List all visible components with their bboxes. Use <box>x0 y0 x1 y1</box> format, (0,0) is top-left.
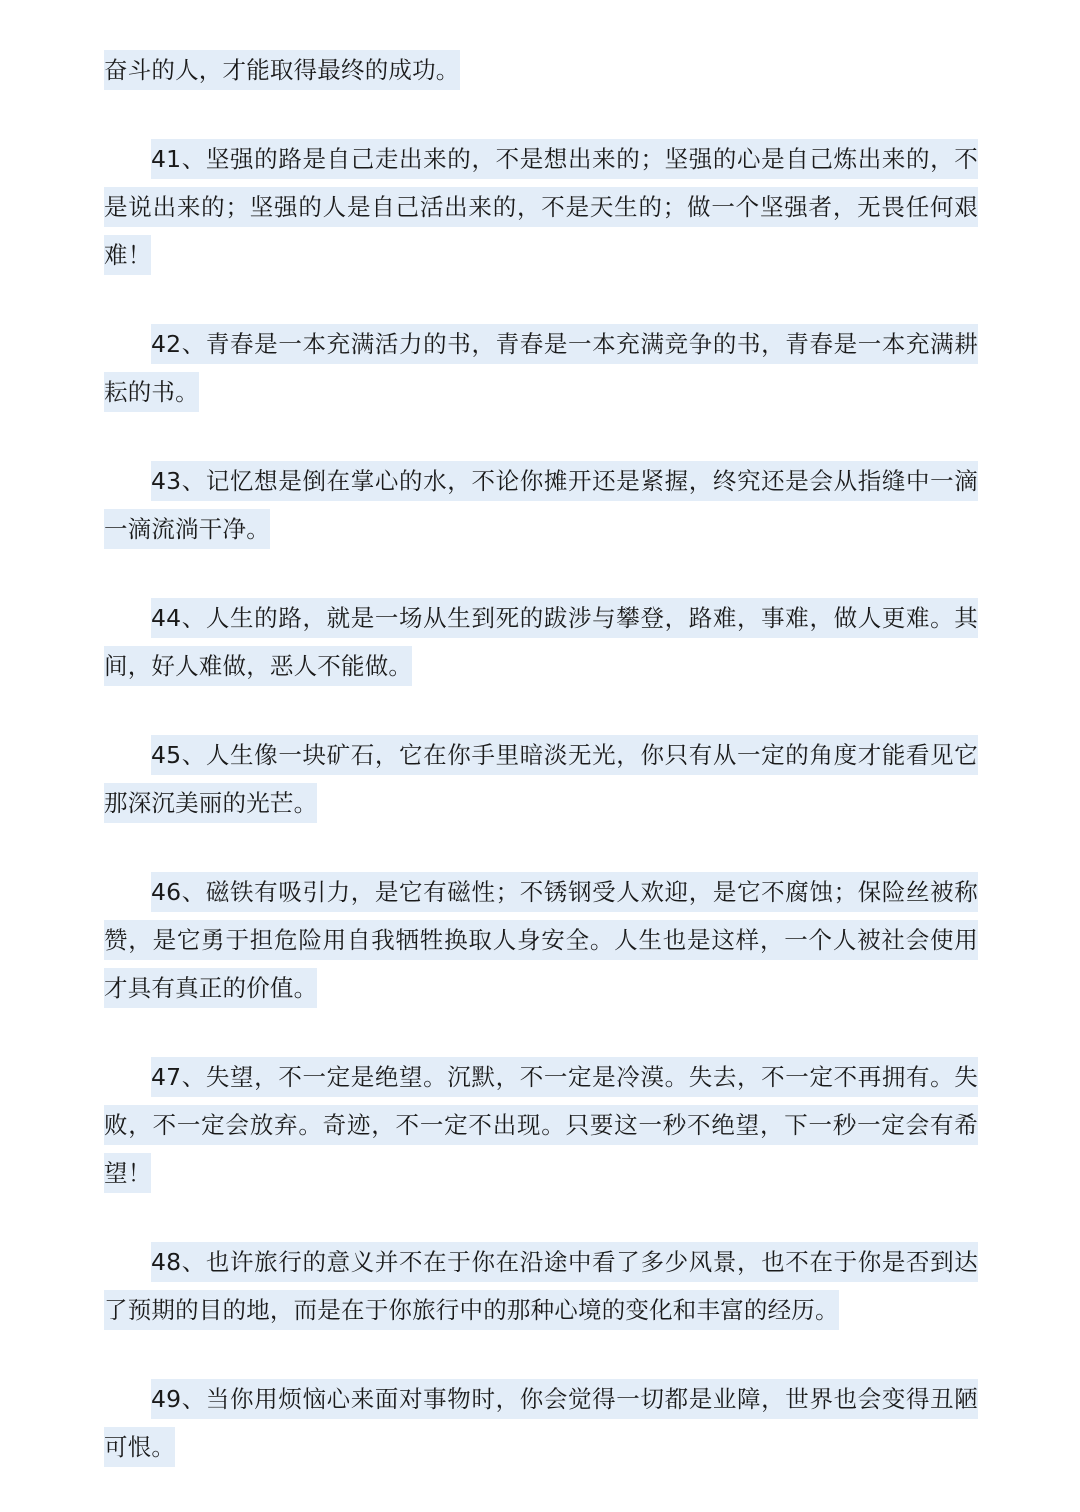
paragraph-43 <box>104 457 978 553</box>
highlighted-text: 47、失望，不一定是绝望。沉默，不一定是冷漠。失去，不一定不再拥有。失败，不一定会放弃。奇迹，不一定不出现。只要这一秒不绝望，下一秒一定会有希望！ <box>104 1057 978 1193</box>
highlighted-text: 44、人生的路，就是一场从生到死的跋涉与攀登，路难，事难，做人更难。其间，好人难做，恶人不能做。 <box>104 598 978 686</box>
paragraph-45 <box>104 731 978 827</box>
paragraph-continuation <box>104 46 978 94</box>
highlighted-text: 48、也许旅行的意义并不在于你在沿途中看了多少风景，也不在于你是否到达了预期的目的地，而是在于你旅行中的那种心境的变化和丰富的经历。 <box>104 1242 978 1330</box>
highlighted-text: 43、记忆想是倒在掌心的水，不论你摊开还是紧握，终究还是会从指缝中一滴一滴流淌干净。 <box>104 461 978 549</box>
paragraph-46 <box>104 868 978 1012</box>
highlighted-text: 45、人生像一块矿石，它在你手里暗淡无光，你只有从一定的角度才能看见它那深沉美丽的光芒。 <box>104 735 978 823</box>
paragraph-48 <box>104 1238 978 1334</box>
highlighted-text: 41、坚强的路是自己走出来的，不是想出来的；坚强的心是自己炼出来的，不是说出来的；坚强的人是自己活出来的，不是天生的；做一个坚强者，无畏任何艰难！ <box>104 139 978 275</box>
highlighted-text: 49、当你用烦恼心来面对事物时，你会觉得一切都是业障，世界也会变得丑陋可恨。 <box>104 1379 978 1467</box>
document-body <box>104 46 978 1512</box>
paragraph-41 <box>104 135 978 279</box>
paragraph-49 <box>104 1375 978 1471</box>
paragraph-47 <box>104 1053 978 1197</box>
highlighted-text: 42、青春是一本充满活力的书，青春是一本充满竞争的书，青春是一本充满耕耘的书。 <box>104 324 978 412</box>
highlighted-text: 46、磁铁有吸引力，是它有磁性；不锈钢受人欢迎，是它不腐蚀；保险丝被称赞，是它勇于担危险用自我牺牲换取人身安全。人生也是这样，一个人被社会使用才具有真正的价值。 <box>104 872 978 1008</box>
paragraph-42 <box>104 320 978 416</box>
highlighted-text: 奋斗的人，才能取得最终的成功。 <box>104 50 460 90</box>
paragraph-44 <box>104 594 978 690</box>
